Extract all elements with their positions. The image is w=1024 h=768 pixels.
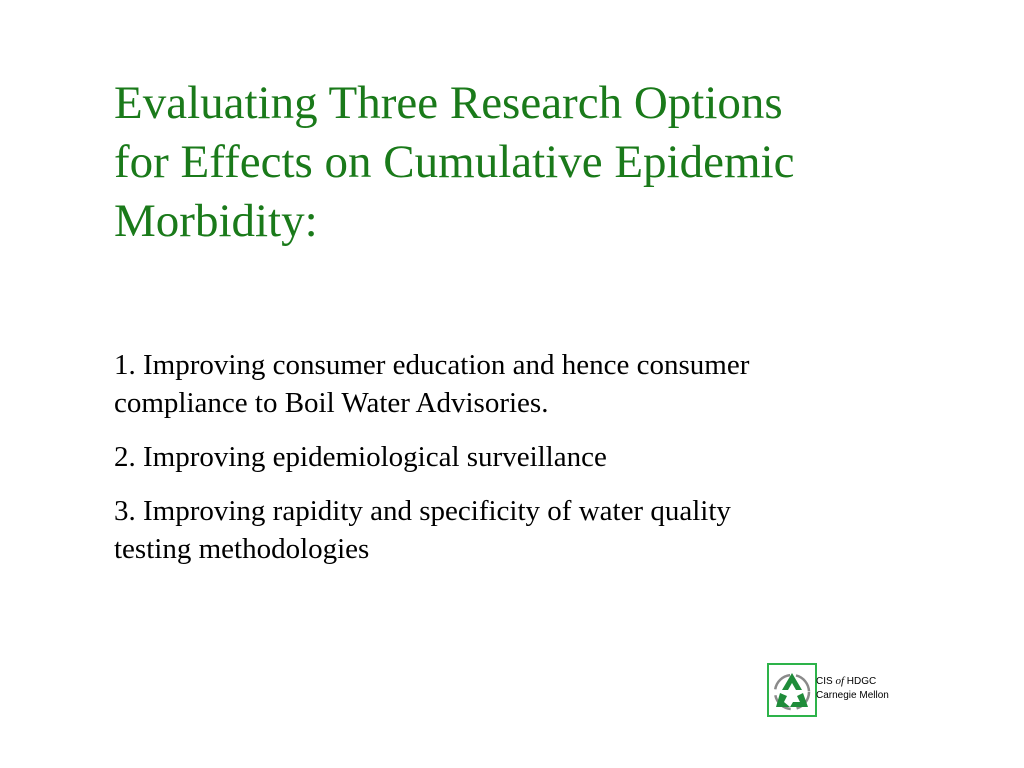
title-line: Morbidity: (114, 195, 318, 247)
option-line: 1. Improving consumer education and hence consumer (114, 349, 750, 381)
title-line: Evaluating Three Research Options (114, 77, 783, 129)
option-line: testing methodologies (114, 533, 370, 565)
logo-text (816, 674, 889, 703)
slide-title (114, 74, 914, 251)
option-line: 3. Improving rapidity and specificity of water quality (114, 495, 731, 527)
research-option-2 (114, 438, 914, 476)
triangle-arrows-logo-icon (766, 662, 818, 718)
option-line: compliance to Boil Water Advisories. (114, 387, 549, 419)
logo-of: of (835, 675, 845, 687)
research-options-list (114, 346, 914, 584)
research-option-3 (114, 492, 914, 568)
option-line: 2. Improving epidemiological surveillance (114, 441, 607, 473)
logo-line-university: Carnegie Mellon (816, 690, 889, 701)
research-option-1 (114, 346, 914, 422)
title-line: for Effects on Cumulative Epidemic (114, 136, 795, 188)
logo-hdgc: HDGC (844, 676, 877, 687)
logo-cis: CIS (816, 676, 836, 687)
cis-hdgc-logo (766, 662, 916, 720)
logo-line-organization (816, 674, 889, 689)
